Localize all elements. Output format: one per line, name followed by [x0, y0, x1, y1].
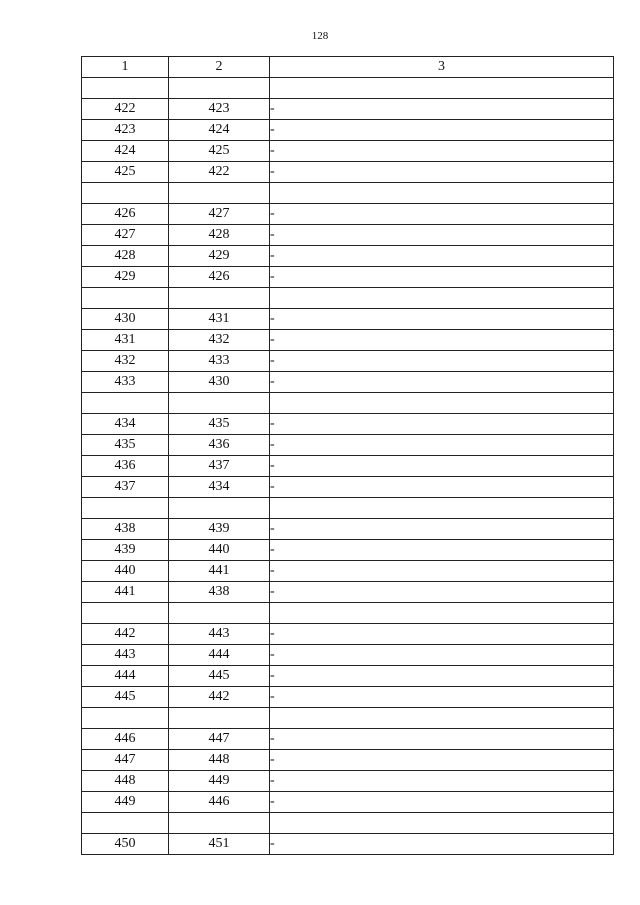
table-row	[82, 456, 614, 477]
cell-col-3: -	[270, 267, 614, 288]
spacer-row	[82, 813, 614, 834]
cell-col-1: 442	[82, 624, 169, 645]
cell-col-1: 446	[82, 729, 169, 750]
cell-col-2: 432	[169, 330, 270, 351]
table-row	[82, 225, 614, 246]
column-header-3: 3	[270, 57, 614, 78]
table-row	[82, 729, 614, 750]
cell-col-2: 424	[169, 120, 270, 141]
table-row	[82, 351, 614, 372]
cell-col-2	[169, 288, 270, 309]
cell-col-3: -	[270, 456, 614, 477]
cell-col-2: 433	[169, 351, 270, 372]
table-row	[82, 666, 614, 687]
cell-col-3: -	[270, 666, 614, 687]
cell-col-3	[270, 78, 614, 99]
cell-col-3	[270, 183, 614, 204]
column-header-1: 1	[82, 57, 169, 78]
table-row	[82, 267, 614, 288]
cell-col-2: 446	[169, 792, 270, 813]
cell-col-3: -	[270, 792, 614, 813]
cell-col-2: 443	[169, 624, 270, 645]
cell-col-3: -	[270, 435, 614, 456]
table-row	[82, 687, 614, 708]
cell-col-1: 437	[82, 477, 169, 498]
cell-col-1: 450	[82, 834, 169, 855]
cell-col-3: -	[270, 582, 614, 603]
cell-col-2: 442	[169, 687, 270, 708]
spacer-row	[82, 708, 614, 729]
cell-col-3	[270, 708, 614, 729]
cell-col-1: 423	[82, 120, 169, 141]
cell-col-1: 431	[82, 330, 169, 351]
table-row	[82, 582, 614, 603]
cell-col-2: 422	[169, 162, 270, 183]
cell-col-1: 429	[82, 267, 169, 288]
cell-col-1: 427	[82, 225, 169, 246]
cell-col-1	[82, 708, 169, 729]
cell-col-2: 427	[169, 204, 270, 225]
table-row	[82, 414, 614, 435]
cell-col-2: 447	[169, 729, 270, 750]
cell-col-2: 440	[169, 540, 270, 561]
table-row	[82, 309, 614, 330]
cell-col-1: 425	[82, 162, 169, 183]
table-row	[82, 561, 614, 582]
cell-col-2: 448	[169, 750, 270, 771]
cell-col-1: 444	[82, 666, 169, 687]
cell-col-1: 435	[82, 435, 169, 456]
cell-col-1	[82, 288, 169, 309]
cell-col-1: 422	[82, 99, 169, 120]
cell-col-3: -	[270, 624, 614, 645]
table-row	[82, 372, 614, 393]
cell-col-3	[270, 498, 614, 519]
cell-col-1: 426	[82, 204, 169, 225]
cell-col-3	[270, 393, 614, 414]
cell-col-3: -	[270, 561, 614, 582]
cell-col-2: 449	[169, 771, 270, 792]
cell-col-2: 437	[169, 456, 270, 477]
cell-col-1: 443	[82, 645, 169, 666]
cell-col-2	[169, 708, 270, 729]
cell-col-2: 451	[169, 834, 270, 855]
cell-col-3: -	[270, 99, 614, 120]
cell-col-2: 423	[169, 99, 270, 120]
column-header-2: 2	[169, 57, 270, 78]
cell-col-3: -	[270, 225, 614, 246]
cell-col-3: -	[270, 309, 614, 330]
cell-col-2	[169, 78, 270, 99]
cell-col-3: -	[270, 372, 614, 393]
cell-col-2: 445	[169, 666, 270, 687]
cell-col-3: -	[270, 729, 614, 750]
cell-col-2	[169, 603, 270, 624]
cell-col-1: 439	[82, 540, 169, 561]
cell-col-2	[169, 813, 270, 834]
cell-col-1: 424	[82, 141, 169, 162]
spacer-row	[82, 603, 614, 624]
cell-col-3: -	[270, 645, 614, 666]
table-row	[82, 645, 614, 666]
cell-col-2: 428	[169, 225, 270, 246]
table-row	[82, 204, 614, 225]
cell-col-3: -	[270, 351, 614, 372]
table-body	[82, 78, 614, 855]
cell-col-1: 448	[82, 771, 169, 792]
table-row	[82, 330, 614, 351]
cell-col-2: 426	[169, 267, 270, 288]
cell-col-3: -	[270, 834, 614, 855]
table-row	[82, 435, 614, 456]
cell-col-1	[82, 603, 169, 624]
cell-col-3	[270, 603, 614, 624]
cell-col-1: 441	[82, 582, 169, 603]
cell-col-1	[82, 813, 169, 834]
cell-col-1	[82, 183, 169, 204]
cell-col-3: -	[270, 540, 614, 561]
cell-col-2: 431	[169, 309, 270, 330]
page-number: 128	[311, 30, 329, 42]
table-row	[82, 246, 614, 267]
cell-col-3: -	[270, 330, 614, 351]
cell-col-3: -	[270, 204, 614, 225]
cell-col-1: 447	[82, 750, 169, 771]
cell-col-2	[169, 183, 270, 204]
cell-col-2: 441	[169, 561, 270, 582]
table-row	[82, 750, 614, 771]
cell-col-1: 436	[82, 456, 169, 477]
spacer-row	[82, 498, 614, 519]
table-row	[82, 540, 614, 561]
table-row	[82, 141, 614, 162]
cell-col-3: -	[270, 162, 614, 183]
cell-col-2: 436	[169, 435, 270, 456]
cell-col-2: 430	[169, 372, 270, 393]
cell-col-2: 425	[169, 141, 270, 162]
cell-col-1: 434	[82, 414, 169, 435]
cell-col-2: 444	[169, 645, 270, 666]
spacer-row	[82, 183, 614, 204]
table-row	[82, 834, 614, 855]
table-row	[82, 792, 614, 813]
cell-col-1: 449	[82, 792, 169, 813]
cell-col-3: -	[270, 477, 614, 498]
cell-col-2: 438	[169, 582, 270, 603]
cell-col-2: 435	[169, 414, 270, 435]
cell-col-3: -	[270, 246, 614, 267]
cell-col-2: 434	[169, 477, 270, 498]
spacer-row	[82, 393, 614, 414]
cell-col-3: -	[270, 750, 614, 771]
table-row	[82, 120, 614, 141]
cell-col-1: 438	[82, 519, 169, 540]
cell-col-1: 445	[82, 687, 169, 708]
data-table	[81, 56, 614, 855]
cell-col-1: 428	[82, 246, 169, 267]
cell-col-3: -	[270, 414, 614, 435]
cell-col-3: -	[270, 141, 614, 162]
cell-col-3: -	[270, 120, 614, 141]
cell-col-1: 432	[82, 351, 169, 372]
cell-col-1	[82, 393, 169, 414]
table-row	[82, 477, 614, 498]
table-row	[82, 99, 614, 120]
cell-col-1: 440	[82, 561, 169, 582]
cell-col-3	[270, 813, 614, 834]
cell-col-2	[169, 393, 270, 414]
spacer-row	[82, 288, 614, 309]
cell-col-1	[82, 498, 169, 519]
cell-col-1: 433	[82, 372, 169, 393]
cell-col-3	[270, 288, 614, 309]
cell-col-2: 439	[169, 519, 270, 540]
cell-col-1: 430	[82, 309, 169, 330]
cell-col-3: -	[270, 771, 614, 792]
table-row	[82, 624, 614, 645]
table-row	[82, 519, 614, 540]
header-row	[82, 57, 614, 78]
cell-col-1	[82, 78, 169, 99]
cell-col-3: -	[270, 687, 614, 708]
spacer-row	[82, 78, 614, 99]
table-row	[82, 162, 614, 183]
cell-col-2: 429	[169, 246, 270, 267]
cell-col-3: -	[270, 519, 614, 540]
table-row	[82, 771, 614, 792]
cell-col-2	[169, 498, 270, 519]
